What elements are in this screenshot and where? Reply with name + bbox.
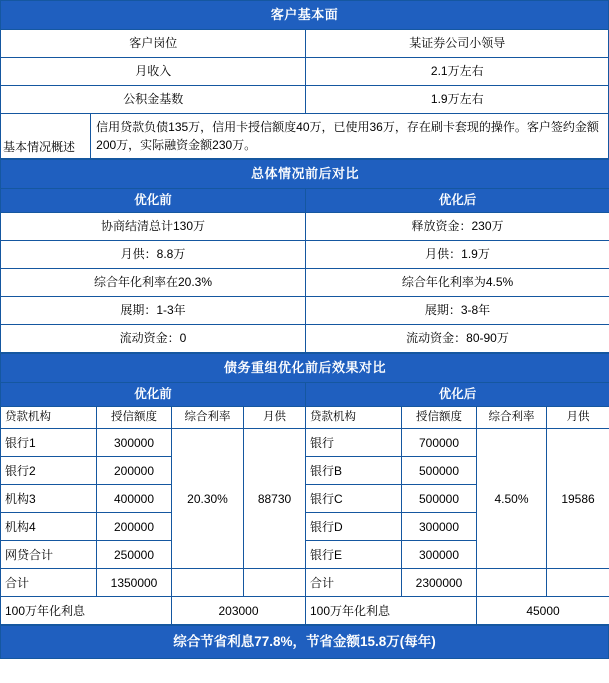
section-customer-profile <box>0 0 609 159</box>
table-row-total <box>1 569 609 597</box>
profile-label-1: 月收入 <box>1 58 306 86</box>
after-org-2: 银行C <box>306 485 402 513</box>
after-amount-3: 300000 <box>402 513 477 541</box>
after-amount-0: 700000 <box>402 429 477 457</box>
col-after-rate: 综合利率 <box>477 406 547 429</box>
table-row <box>1 324 609 352</box>
col-after-monthly: 月供 <box>547 406 609 429</box>
section3-columns-row <box>1 406 609 429</box>
overall-after-2: 综合年化利率为4.5% <box>306 268 609 296</box>
footer-table <box>0 625 609 659</box>
after-rate-blank <box>477 569 547 597</box>
table-row <box>1 240 609 268</box>
overall-after-3: 展期：3-8年 <box>306 296 609 324</box>
before-amount-2: 400000 <box>97 485 172 513</box>
section2-head-before: 优化前 <box>1 189 306 213</box>
after-org-0: 银行 <box>306 429 402 457</box>
table-row <box>1 212 609 240</box>
before-org-4: 网贷合计 <box>1 541 97 569</box>
after-org-1: 银行B <box>306 457 402 485</box>
table-row <box>1 30 609 58</box>
overall-before-4: 流动资金：0 <box>1 324 306 352</box>
before-rate: 20.30% <box>172 429 244 569</box>
after-org-5: 合计 <box>306 569 402 597</box>
annual-interest-row <box>1 597 609 625</box>
table-row <box>1 429 609 457</box>
profile-value-2: 1.9万左右 <box>306 86 609 114</box>
footer-summary: 综合节省利息77.8%，节省金额15.8万(每年) <box>1 626 609 659</box>
section3-title-row <box>1 353 609 382</box>
col-before-amount: 授信额度 <box>97 406 172 429</box>
before-org-0: 银行1 <box>1 429 97 457</box>
section1-title: 客户基本面 <box>1 1 609 30</box>
section2-head-row <box>1 189 609 213</box>
table-row <box>1 58 609 86</box>
col-after-amount: 授信额度 <box>402 406 477 429</box>
col-before-rate: 综合利率 <box>172 406 244 429</box>
before-org-3: 机构4 <box>1 513 97 541</box>
overall-after-4: 流动资金：80-90万 <box>306 324 609 352</box>
after-monthly-blank <box>547 569 609 597</box>
section3-head-before: 优化前 <box>1 382 306 406</box>
section2-head-after: 优化后 <box>306 189 609 213</box>
overall-after-1: 月供：1.9万 <box>306 240 609 268</box>
section3-head-row <box>1 382 609 406</box>
before-org-2: 机构3 <box>1 485 97 513</box>
before-amount-3: 200000 <box>97 513 172 541</box>
overall-after-0: 释放资金：230万 <box>306 212 609 240</box>
profile-value-1: 2.1万左右 <box>306 58 609 86</box>
section2-title-row <box>1 160 609 189</box>
after-monthly: 19586 <box>547 429 609 569</box>
footer-row <box>1 626 609 659</box>
after-amount-2: 500000 <box>402 485 477 513</box>
before-org-1: 银行2 <box>1 457 97 485</box>
after-amount-1: 500000 <box>402 457 477 485</box>
summary-label: 基本情况概述 <box>1 114 91 159</box>
after-org-4: 银行E <box>306 541 402 569</box>
before-monthly-blank <box>244 569 306 597</box>
col-before-org: 贷款机构 <box>1 406 97 429</box>
section2-title: 总体情况前后对比 <box>1 160 609 189</box>
before-amount-5: 1350000 <box>97 569 172 597</box>
section3-title: 债务重组优化前后效果对比 <box>1 353 609 382</box>
after-org-3: 银行D <box>306 513 402 541</box>
table-row <box>1 268 609 296</box>
interest-value-after: 45000 <box>477 597 609 625</box>
after-amount-4: 300000 <box>402 541 477 569</box>
after-amount-5: 2300000 <box>402 569 477 597</box>
summary-text: 信用贷款负债135万，信用卡授信额度40万，已使用36万，存在刷卡套现的操作。客户签约金额200万，实际融资金额230万。 <box>91 114 609 159</box>
interest-label-before: 100万年化利息 <box>1 597 172 625</box>
profile-label-0: 客户岗位 <box>1 30 306 58</box>
overall-before-1: 月供：8.8万 <box>1 240 306 268</box>
col-after-org: 贷款机构 <box>306 406 402 429</box>
before-org-5: 合计 <box>1 569 97 597</box>
before-monthly: 88730 <box>244 429 306 569</box>
after-rate: 4.50% <box>477 429 547 569</box>
table-row <box>1 296 609 324</box>
before-amount-0: 300000 <box>97 429 172 457</box>
overall-before-0: 协商结清总计130万 <box>1 212 306 240</box>
section1-title-row <box>1 1 609 30</box>
profile-value-0: 某证券公司小领导 <box>306 30 609 58</box>
overall-before-3: 展期：1-3年 <box>1 296 306 324</box>
col-before-monthly: 月供 <box>244 406 306 429</box>
interest-value-before: 203000 <box>172 597 306 625</box>
interest-label-after: 100万年化利息 <box>306 597 477 625</box>
section3-head-after: 优化后 <box>306 382 609 406</box>
overall-before-2: 综合年化利率在20.3% <box>1 268 306 296</box>
section-overall-comparison <box>0 159 609 353</box>
profile-label-2: 公积金基数 <box>1 86 306 114</box>
before-amount-4: 250000 <box>97 541 172 569</box>
summary-row <box>1 114 609 159</box>
section-debt-restructure <box>0 353 609 625</box>
before-rate-blank <box>172 569 244 597</box>
table-row <box>1 86 609 114</box>
before-amount-1: 200000 <box>97 457 172 485</box>
